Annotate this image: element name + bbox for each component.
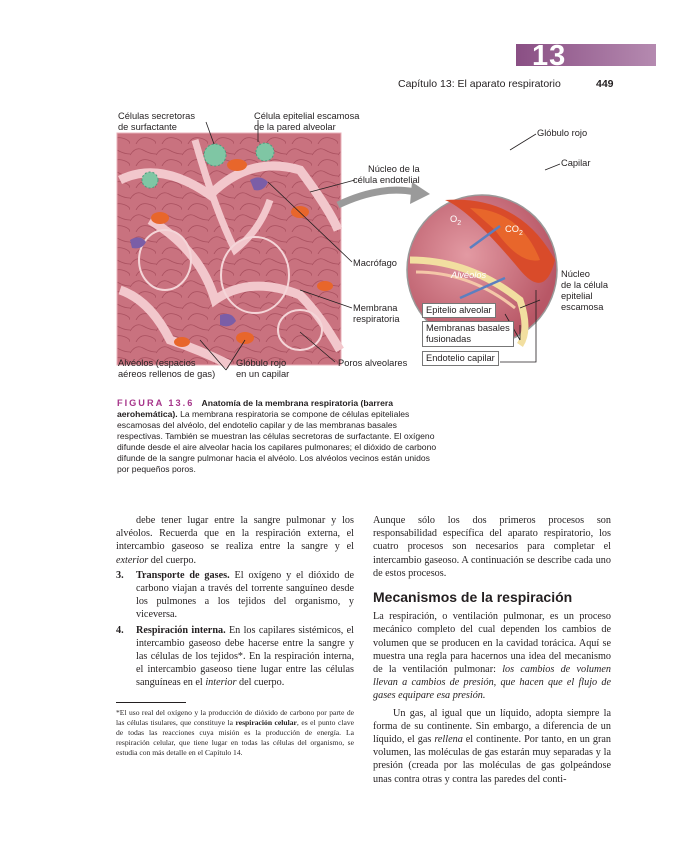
label-o2: $O_2$ — [450, 214, 462, 227]
label-epithelial-nucleus: Núcleo de la célula epitelial escamosa — [561, 269, 609, 312]
figure-13-6 — [0, 100, 692, 400]
section-heading: Mecanismos de la respiración — [373, 589, 573, 606]
right-column — [373, 514, 611, 786]
chapter-number: 13 — [532, 40, 567, 72]
label-capillary: Capilar — [561, 158, 591, 168]
label-co2: $CO_2$ — [505, 224, 523, 237]
label-basal-membranes: Membranas basales fusionadas — [422, 321, 514, 347]
footnote-rule — [116, 702, 186, 703]
paragraph: La respiración, o ventilación pulmonar, es un proceso mecánico completo del cual dependen los cambios de volumen que se producen en la cavidad torácica. Aquí se muestra una regla para hacernos una idea del mecanismo de la ventilación pulmonar: los cambios de volumen llevan a cambios de presión, que hacen que el flujo de gases equipare esa presión. — [373, 611, 611, 702]
label-alveolar-pores: Poros alveolares — [338, 358, 408, 368]
paragraph: debe tener lugar entre la sangre pulmonar y los alvéolos. Recuerda que en la respiración externa, el intercambio gaseoso se realiza entre la sangre y el exterior del cuerpo. — [116, 515, 354, 566]
label-endothelial-nucleus: Núcleo de la célula endotelial — [353, 164, 420, 185]
list-item-4: 4. Respiración interna. En los capilares sistémicos, el intercambio gaseoso debe hacerse entre la sangre y las células de los tejidos*. En la respiración interna, el intercambio gaseoso tiene lugar entre las células sanguíneas en el interior del cuerpo. — [116, 624, 355, 689]
label-macrophage: Macrófago — [353, 258, 397, 268]
running-head: Capítulo 13: El aparato respiratorio — [398, 78, 561, 90]
left-column — [116, 514, 354, 690]
footnote: *El uso real del oxígeno y la producción de dióxido de carbono por parte de las células tisulares, que constituye la respiración celular, es el punto clave de todas las reacciones cuya misión es la producción de energía. La respiración celular, que tiene lugar en todas las células del organismo, se estudia con más detalle en el Capítulo 14. — [116, 708, 355, 757]
caption-label: FIGURA 13.6 — [117, 398, 195, 408]
paragraph: Un gas, al igual que un líquido, adopta siempre la forma de su continente. Sin embargo, a diferencia de un líquido, el gas rellena el continente. Por tanto, en un gran volumen, las moléculas de gas estarán muy separadas y la presión (creada por las moléculas de gas golpeándose unas contra otras y contra las paredes del conti- — [373, 707, 611, 785]
label-alveoli-zoom: Alvéolos — [451, 270, 487, 280]
paragraph: Aunque sólo los dos primeros procesos son responsabilidad específica del aparato respiratorio, los cuatro procesos son necesarios para completar el intercambio gaseoso. A continuación se describe cada uno de estos procesos. — [373, 515, 611, 579]
label-squamous-cell: Célula epitelial escamosa de la pared alveolar — [254, 111, 360, 132]
label-surfactant-cells: Células secretoras de surfactante — [118, 111, 195, 132]
figure-caption — [117, 398, 437, 475]
label-red-blood-cell: Glóbulo rojo — [537, 128, 588, 138]
list-item-3: 3. Transporte de gases. El oxígeno y el dióxido de carbono viajan a través del torrente sanguíneo desde los pulmones a los tejidos del organismo, y viceversa. — [116, 569, 354, 621]
figure-illustration — [0, 100, 692, 400]
zoom-arrow — [338, 190, 415, 205]
label-alveoli: Alvéolos (espacios aéreos rellenos de gas) — [118, 358, 216, 379]
page-number: 449 — [596, 78, 614, 90]
label-respiratory-membrane: Membrana respiratoria — [353, 303, 400, 324]
caption-title: Anatomía de la membrana respiratoria (barrera aerohemática). — [117, 398, 394, 419]
caption-text: La membrana respiratoria se compone de células epiteliales escamosas del alvéolo, del endotelio capilar y de las membranas basales respectivas. También se muestran las células secretoras de surfactante. El oxígeno difunde desde el aire alveolar hacia los capilares pulmonares; el dióxido de carbono difunde de la sangre pulmonar hacia el alvéolo. Los alvéolos vecinos están unidos por pequeños poros. — [117, 409, 437, 474]
label-capillary-endothelium: Endotelio capilar — [422, 351, 499, 366]
label-alveolar-epithelium: Epitelio alveolar — [422, 303, 496, 318]
label-rbc-capillary: Glóbulo rojo en un capilar — [236, 358, 290, 379]
